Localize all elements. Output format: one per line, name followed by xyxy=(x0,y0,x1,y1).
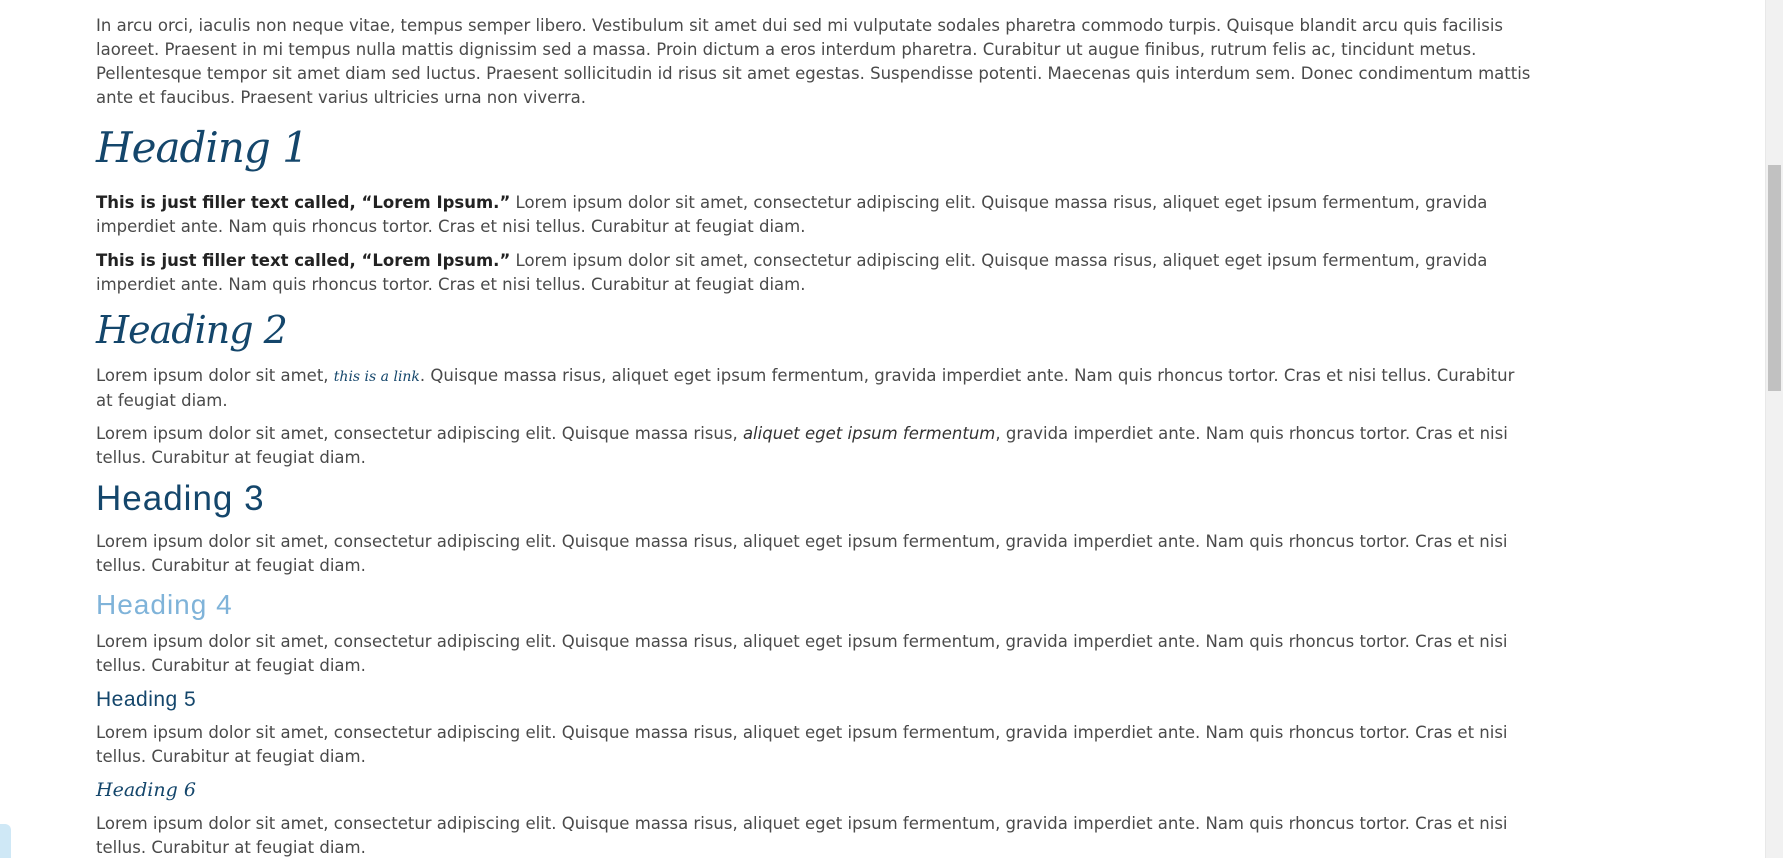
inline-link[interactable]: this is a link xyxy=(333,369,420,385)
filler-bold-lead: This is just filler text called, “Lorem Ipsum.” xyxy=(96,251,511,270)
vertical-scrollbar[interactable] xyxy=(1765,0,1783,858)
filler-text: Lorem ipsum dolor sit amet, consectetur adipiscing elit. Quisque massa risus, aliquet eget ipsum fermentum, gravida imperdiet ante. Nam quis rhoncus tortor. Cras et nisi tellus. Curabitur at feugiat diam. xyxy=(96,251,1488,294)
filler-bold-lead: This is just filler text called, “Lorem Ipsum.” xyxy=(96,193,511,212)
heading-3: Heading 3 xyxy=(96,479,265,518)
heading-5-paragraph: Lorem ipsum dolor sit amet, consectetur adipiscing elit. Quisque massa risus, aliquet eget ipsum fermentum, gravida imperdiet ante. Nam quis rhoncus tortor. Cras et nisi tellus. Curabitur at feugiat diam. xyxy=(96,723,1508,766)
emphasis-text: aliquet eget ipsum fermentum xyxy=(742,424,996,443)
chat-widget-tab[interactable] xyxy=(0,824,11,858)
filler-paragraph-2 xyxy=(96,249,1536,297)
heading-6: Heading 6 xyxy=(96,779,196,801)
link-paragraph-text-end: . Quisque massa risus, aliquet eget ipsum fermentum, gravida imperdiet ante. Nam quis rhoncus tortor. Cras et nisi tellus. Curabitur at feugiat diam. xyxy=(96,366,1515,410)
scrollbar-thumb[interactable] xyxy=(1768,165,1781,391)
heading-6-paragraph: Lorem ipsum dolor sit amet, consectetur adipiscing elit. Quisque massa risus, aliquet eget ipsum fermentum, gravida imperdiet ante. Nam quis rhoncus tortor. Cras et nisi tellus. Curabitur at feugiat diam. xyxy=(96,814,1508,857)
emphasis-paragraph-text-end: , gravida imperdiet ante. Nam quis rhoncus tortor. Cras et nisi tellus. Curabitur at feugiat diam. xyxy=(96,424,1508,467)
emphasis-paragraph xyxy=(96,422,1536,470)
filler-text: Lorem ipsum dolor sit amet, consectetur adipiscing elit. Quisque massa risus, aliquet eget ipsum fermentum, gravida imperdiet ante. Nam quis rhoncus tortor. Cras et nisi tellus. Curabitur at feugiat diam. xyxy=(96,193,1488,236)
heading-4: Heading 4 xyxy=(96,589,233,620)
heading-5: Heading 5 xyxy=(96,688,197,711)
intro-paragraph: In arcu orci, iaculis non neque vitae, tempus semper libero. Vestibulum sit amet dui sed mi vulputate sodales pharetra commodo turpis. Quisque blandit arcu quis facilisis laoreet. Praesent in mi tempus nulla mattis dignissim sed a massa. Proin dictum a eros interdum pharetra. Curabitur ut augue finibus, rutrum felis ac, tincidunt metus. Pellentesque tempor sit amet diam sed luctus. Praesent sollicitudin id risus sit amet egestas. Suspendisse potenti. Maecenas quis interdum sem. Donec condimentum mattis ante et faucibus. Praesent varius ultricies urna non viverra. xyxy=(96,16,1531,107)
heading-4-paragraph: Lorem ipsum dolor sit amet, consectetur adipiscing elit. Quisque massa risus, aliquet eget ipsum fermentum, gravida imperdiet ante. Nam quis rhoncus tortor. Cras et nisi tellus. Curabitur at feugiat diam. xyxy=(96,632,1508,675)
heading-2: Heading 2 xyxy=(96,308,287,352)
filler-paragraph-1 xyxy=(96,191,1536,239)
link-paragraph xyxy=(96,364,1536,413)
heading-3-paragraph: Lorem ipsum dolor sit amet, consectetur adipiscing elit. Quisque massa risus, aliquet eget ipsum fermentum, gravida imperdiet ante. Nam quis rhoncus tortor. Cras et nisi tellus. Curabitur at feugiat diam. xyxy=(96,532,1508,575)
emphasis-paragraph-text-start: Lorem ipsum dolor sit amet, consectetur adipiscing elit. Quisque massa risus, xyxy=(96,424,743,443)
heading-1: Heading 1 xyxy=(96,123,308,172)
link-paragraph-text-start: Lorem ipsum dolor sit amet, xyxy=(96,366,334,385)
